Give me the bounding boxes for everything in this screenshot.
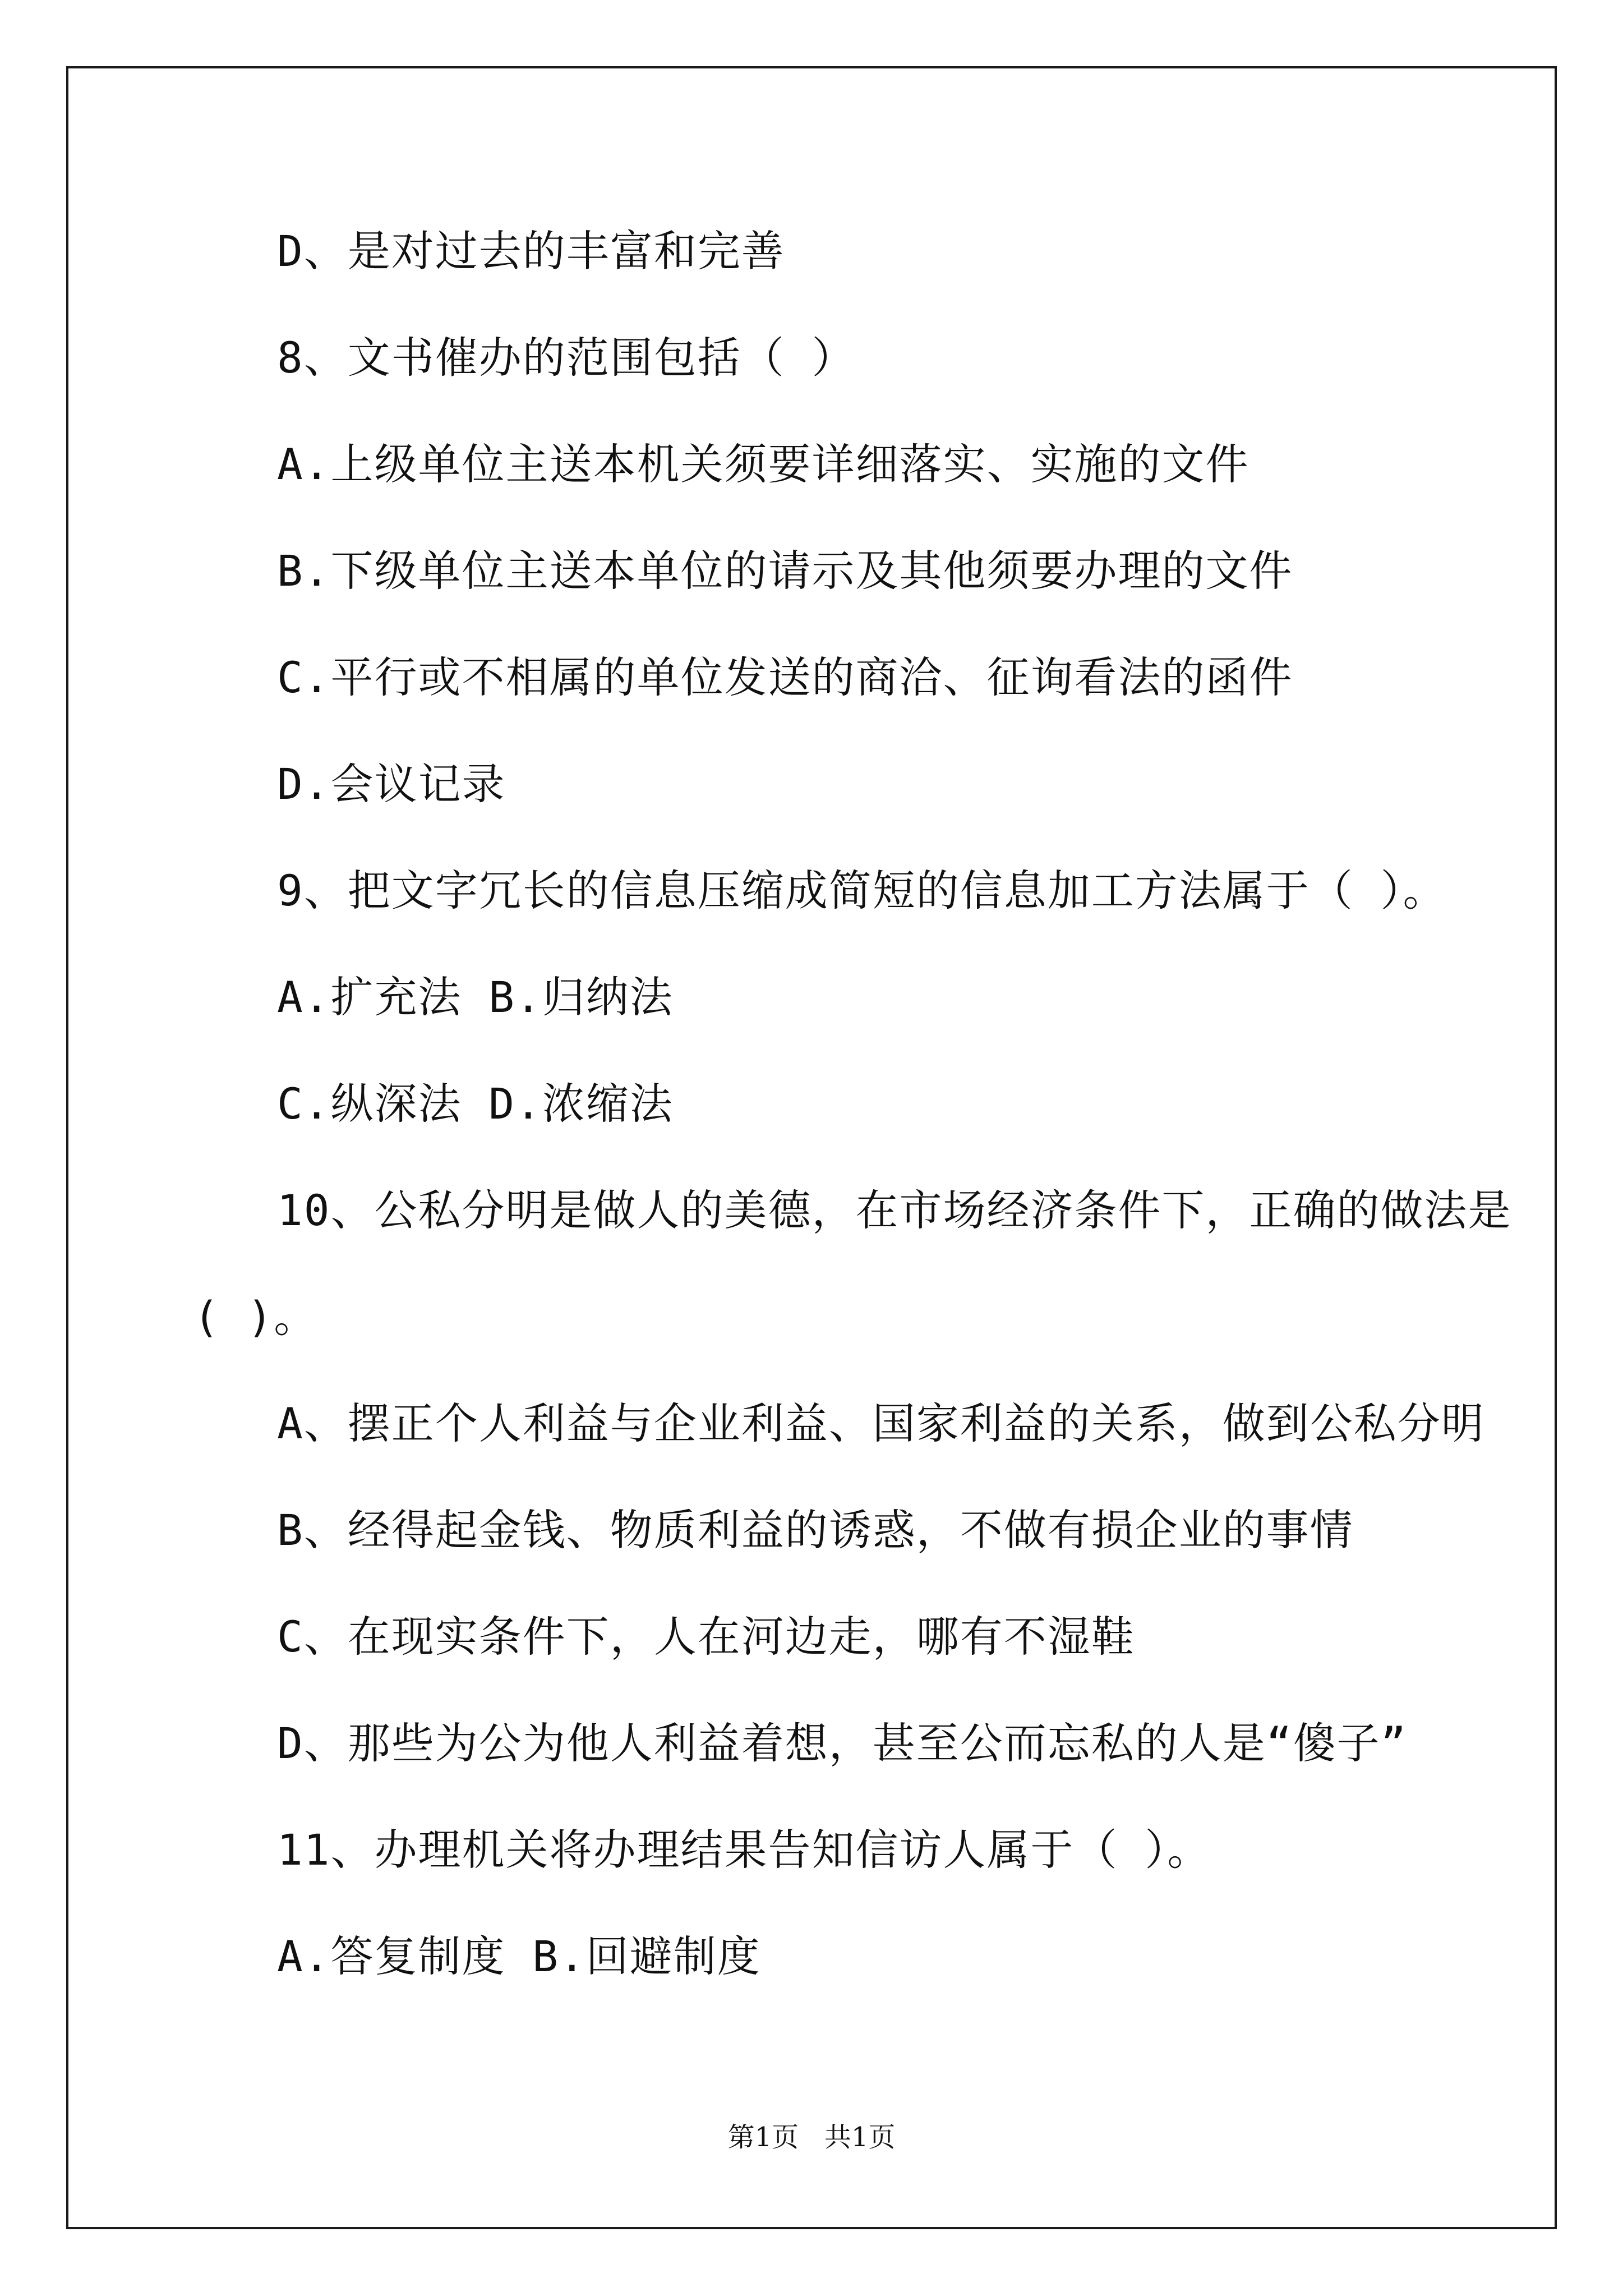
text-line: D、那些为公为他人利益着想，甚至公而忘私的人是“傻子” [277, 1718, 1408, 1768]
page-footer: 第1页 共1页 [727, 2122, 896, 2153]
text-line: 10、公私分明是做人的美德，在市场经济条件下，正确的做法是 [277, 1185, 1512, 1235]
text-line: C、在现实条件下，人在河边走，哪有不湿鞋 [277, 1612, 1135, 1662]
text-line: 9、把文字冗长的信息压缩成简短的信息加工方法属于（ ）。 [277, 866, 1447, 915]
text-line: C.平行或不相属的单位发送的商洽、征询看法的函件 [277, 652, 1293, 702]
text-line: A、摆正个人利益与企业利益、国家利益的关系，做到公私分明 [277, 1398, 1485, 1448]
text-line: D、是对过去的丰富和完善 [277, 226, 785, 276]
text-line: D.会议记录 [277, 759, 506, 809]
text-line: B、经得起金钱、物质利益的诱惑，不做有损企业的事情 [277, 1505, 1354, 1555]
page-border [66, 66, 1557, 2229]
text-line: ( )。 [193, 1292, 318, 1342]
text-line: B.下级单位主送本单位的请示及其他须要办理的文件 [277, 546, 1293, 596]
text-line: 8、文书催办的范围包括（ ） [277, 333, 856, 383]
text-line: A.答复制度 B.回避制度 [277, 1931, 761, 1981]
text-line: C.纵深法 D.浓缩法 [277, 1079, 674, 1129]
text-line: A.上级单位主送本机关须要详细落实、实施的文件 [277, 439, 1249, 489]
text-line: 11、办理机关将办理结果告知信访人属于（ ）。 [277, 1825, 1211, 1875]
text-line: A.扩充法 B.归纳法 [277, 972, 674, 1022]
